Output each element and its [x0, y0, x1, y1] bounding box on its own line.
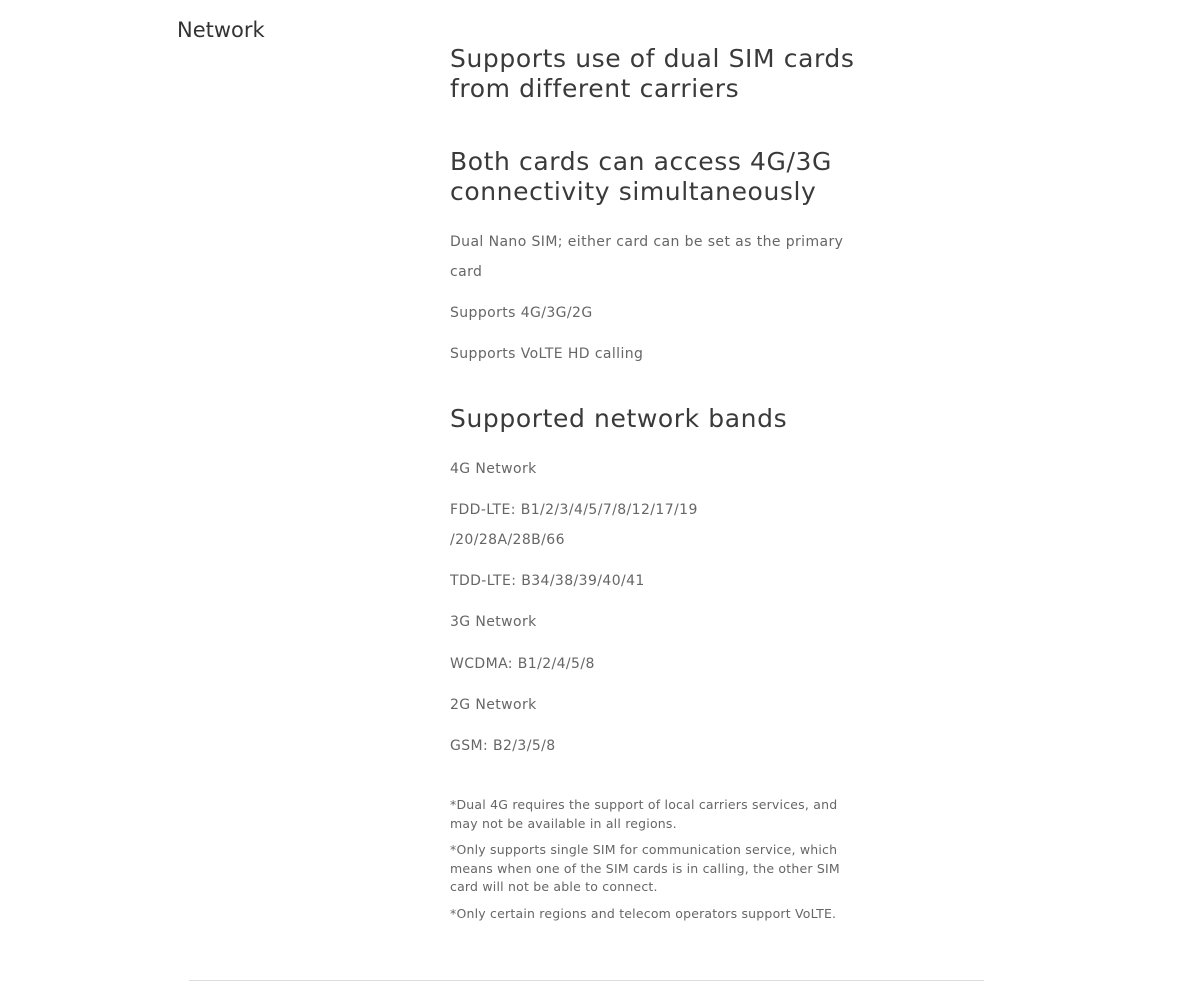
heading-bands: Supported network bands: [450, 404, 788, 433]
spec-supports-4g3g2g: Supports 4G/3G/2G: [450, 305, 593, 321]
spec-gsm: GSM: B2/3/5/8: [450, 738, 556, 754]
spec-2g-network: 2G Network: [450, 697, 537, 713]
spec-volte: Supports VoLTE HD calling: [450, 346, 644, 362]
note-dual-4g: *Dual 4G requires the support of local carriers services, and may not be available in all regions.: [450, 797, 838, 831]
spec-3g-network: 3G Network: [450, 614, 537, 630]
note-single-sim: *Only supports single SIM for communication service, which means when one of the SIM cards is in calling, the other SIM card will not be able to connect.: [450, 842, 840, 894]
spec-wcdma: WCDMA: B1/2/4/5/8: [450, 656, 595, 672]
note-volte-regions: *Only certain regions and telecom operators support VoLTE.: [450, 906, 837, 921]
heading-simultaneous: Both cards can access 4G/3G connectivity simultaneously: [450, 147, 833, 206]
spec-dual-nano-sim: Dual Nano SIM; either card can be set as the primary card: [450, 234, 844, 280]
section-title: Network: [177, 18, 265, 42]
section-divider: [189, 980, 984, 981]
spec-4g-network: 4G Network: [450, 461, 537, 477]
heading-dual-sim: Supports use of dual SIM cards from different carriers: [450, 44, 855, 103]
spec-fdd-lte: FDD-LTE: B1/2/3/4/5/7/8/12/17/19 /20/28A/28B/66: [450, 502, 698, 548]
spec-tdd-lte: TDD-LTE: B34/38/39/40/41: [450, 573, 645, 589]
